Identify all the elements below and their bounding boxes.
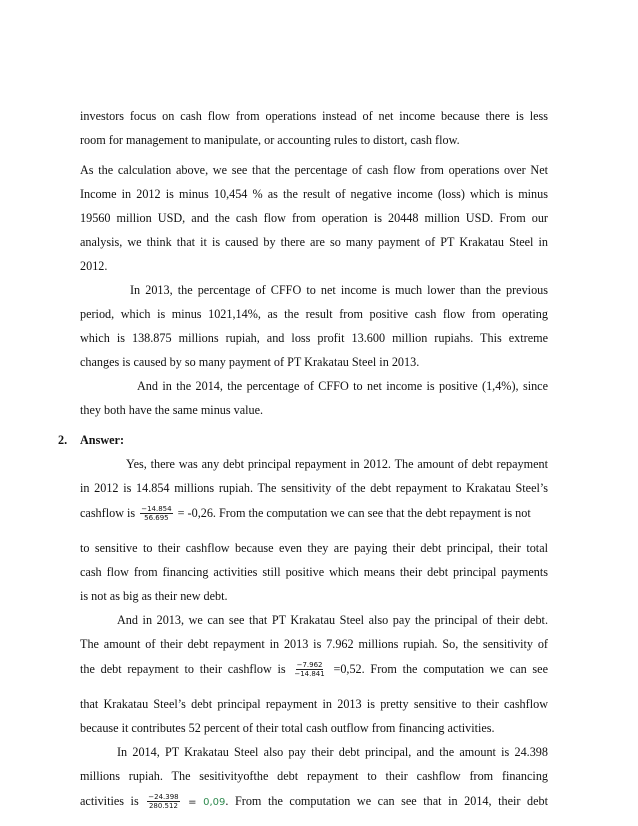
fraction-2012 [140,505,172,522]
a1-line-1: Yes, there was any debt principal repayment in 2012. The amount of debt repayment [126,457,548,471]
a1-line-6: is not as big as their new debt. [80,589,228,603]
p2-line-4: analysis, we think that it is caused by there are so many payment of PT Krakatau Steel in [80,235,548,249]
a3-line-2: millions rupiah. The sesitivityofthe debt repayment to their cashflow from financing [80,769,548,783]
p2-line-5: 2012. [80,259,108,273]
fraction-2013-denominator: −14.841 [294,669,325,678]
fraction-2014-value: 0,09 [203,797,226,808]
a2-line-1: And in 2013, we can see that PT Krakatau Steel also pay the principal of their debt. [117,613,548,627]
p2-line-1: As the calculation above, we see that the percentage of cash flow from operations over Net [80,163,548,177]
a1-line-2: in 2012 is 14.854 millions rupiah. The sensitivity of the debt repayment to Krakatau Steel’s [80,481,548,495]
p3-line-4: changes is caused by so many payment of PT Krakatau Steel in 2013. [80,355,420,369]
a1-line-3-pre: cashflow is [80,506,136,520]
p3-line-1: In 2013, the percentage of CFFO to net income is much lower than the previous [130,283,548,297]
fraction-2012-denominator: 56.695 [144,513,169,522]
p2-line-3: 19560 million USD, and the cash flow from operation is 20448 million USD. From our [80,211,548,225]
p1-line-2: room for management to manipulate, or accounting rules to distort, cash flow. [80,133,460,147]
a1-line-3-post: = -0,26. From the computation we can see that the debt repayment is not [177,506,531,520]
fraction-2014-denominator: 280.512 [148,801,178,810]
p2-line-2: Income in 2012 is minus 10,454 % as the result of negative income (loss) which is minus [80,187,548,201]
p3-line-3: which is 138.875 millions rupiah, and loss profit 13.600 million rupiahs. This extreme [80,331,548,345]
fraction-2012-numerator: −14.854 [141,504,172,513]
a3-line-3 [80,793,548,809]
a2-line-4: that Krakatau Steel’s debt principal repayment in 2013 is pretty sensitive to their cashflow [80,697,548,711]
a3-line-3-pre: activities is [80,794,139,808]
a2-line-3 [80,661,548,677]
fraction-2014-numerator: −24.398 [148,792,179,801]
fraction-2013 [293,661,325,678]
a2-line-5: because it contributes 52 percent of their total cash outflow from financing activities. [80,721,495,735]
a2-line-3-pre: the debt repayment to their cashflow is [80,662,286,676]
a2-line-3-post: =0,52. From the computation we can see [333,662,548,676]
answer-heading [58,432,548,448]
a2-line-2: The amount of their debt repayment in 2013 is 7.962 millions rupiah. So, the sensitivity of [80,637,548,651]
a1-line-3 [80,505,548,521]
p3-line-2: period, which is minus 1021,14%, as the result from positive cash flow from operating [80,307,548,321]
a3-line-1: In 2014, PT Krakatau Steel also pay their debt principal, and the amount is 24.398 [117,745,548,759]
a3-line-3-post: . From the computation we can see that in 2014, their debt [225,794,549,808]
answer-label: Answer: [80,433,125,447]
a1-line-5: cash flow from financing activities still positive which means their debt principal payments [80,565,548,579]
fraction-2014 [147,793,179,810]
fraction-2013-numerator: −7.962 [296,660,323,669]
p1-line-1: investors focus on cash flow from operations instead of net income because there is less [80,109,548,123]
p4-line-1: And in the 2014, the percentage of CFFO to net income is positive (1,4%), since [137,379,548,393]
p4-line-2: they both have the same minus value. [80,403,264,417]
fraction-2014-equals: = [188,797,197,808]
a1-line-4: to sensitive to their cashflow because even they are paying their debt principal, their total [80,541,548,555]
answer-number: 2. [58,433,68,447]
